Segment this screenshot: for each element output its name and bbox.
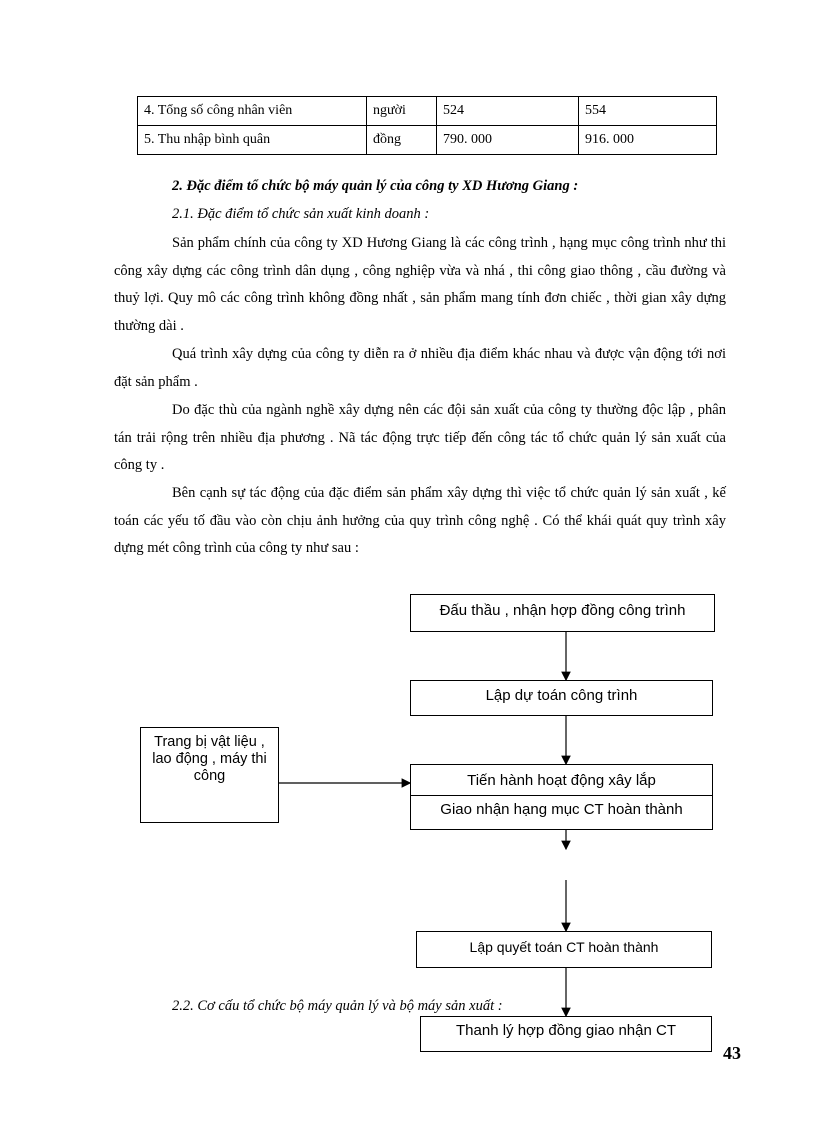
flow-step-label: Trang bị vật liệu , lao động , máy thi công — [152, 734, 267, 784]
paragraph-2: Quá trình xây dựng của công ty diễn ra ở nhiều địa điểm khác nhau và được vận động tới nơi đặt sản phẩm . — [114, 346, 726, 390]
row-value-2: 554 — [579, 97, 717, 126]
flow-step-settlement — [416, 931, 712, 968]
flow-step-construction — [410, 764, 713, 830]
flow-step-label: Lập quyết toán CT hoàn thành — [469, 939, 659, 955]
flow-step-label: Lập dự toán công trình — [485, 687, 638, 704]
flow-step-label: Giao nhận hạng mục CT hoàn thành — [440, 801, 683, 818]
flow-step-label: Đấu thầu , nhận hợp đồng công trình — [439, 602, 686, 619]
flow-step-bidding — [410, 594, 715, 632]
flow-step-label: Tiến hành hoạt động xây lắp — [467, 772, 656, 789]
section-title: 2. Đặc điểm tổ chức bộ máy quản lý của công ty XD Hương Giang : — [172, 178, 579, 194]
row-unit: người — [367, 97, 437, 126]
row-label: 4. Tổng số công nhân viên — [138, 97, 367, 126]
row-value-1: 790. 000 — [437, 126, 579, 155]
subsection-title-2-1: 2.1. Đặc điểm tổ chức sản xuất kinh doanh : — [172, 206, 430, 222]
flow-step-estimate — [410, 680, 713, 716]
paragraph-1: Sản phẩm chính của công ty XD Hương Giang là các công trình , hạng mục công trình như thi công xây dựng các công trình dân dụng , công nghiệp vừa và nhá , thi công giao thông , cầu đường và thuỷ lợi. Quy mô các công trình không đồng nhất , sản phẩm mang tính đơn chiếc , thời gian xây dựng thường dài . — [114, 235, 726, 335]
row-unit: đồng — [367, 126, 437, 155]
page-number: 43 — [723, 1043, 741, 1063]
row-value-2: 916. 000 — [579, 126, 717, 155]
row-label: 5. Thu nhập bình quân — [138, 126, 367, 155]
row-value-1: 524 — [437, 97, 579, 126]
paragraph-3: Do đặc thù của ngành nghề xây dựng nên các đội sản xuất của công ty thường độc lập , phân tán trải rộng trên nhiều địa phương . Nã tác động trực tiếp đến công tác tổ chức quản lý sản xuất của công ty . — [114, 402, 726, 474]
subsection-title-2-2: 2.2. Cơ cấu tổ chức bộ máy quản lý và bộ máy sản xuất : — [172, 998, 503, 1014]
flow-side-resources — [140, 727, 279, 823]
paragraph-4: Bên cạnh sự tác động của đặc điểm sản phẩm xây dựng thì việc tổ chức quản lý sản xuất , kế toán các yếu tố đầu vào còn chịu ảnh hưởng của quy trình công nghệ . Có thể khái quát quy trình xây dựng mét công trình của công ty như sau : — [114, 485, 726, 557]
flow-step-label: Thanh lý hợp đồng giao nhận CT — [456, 1022, 676, 1039]
flow-step-liquidation — [420, 1016, 712, 1052]
